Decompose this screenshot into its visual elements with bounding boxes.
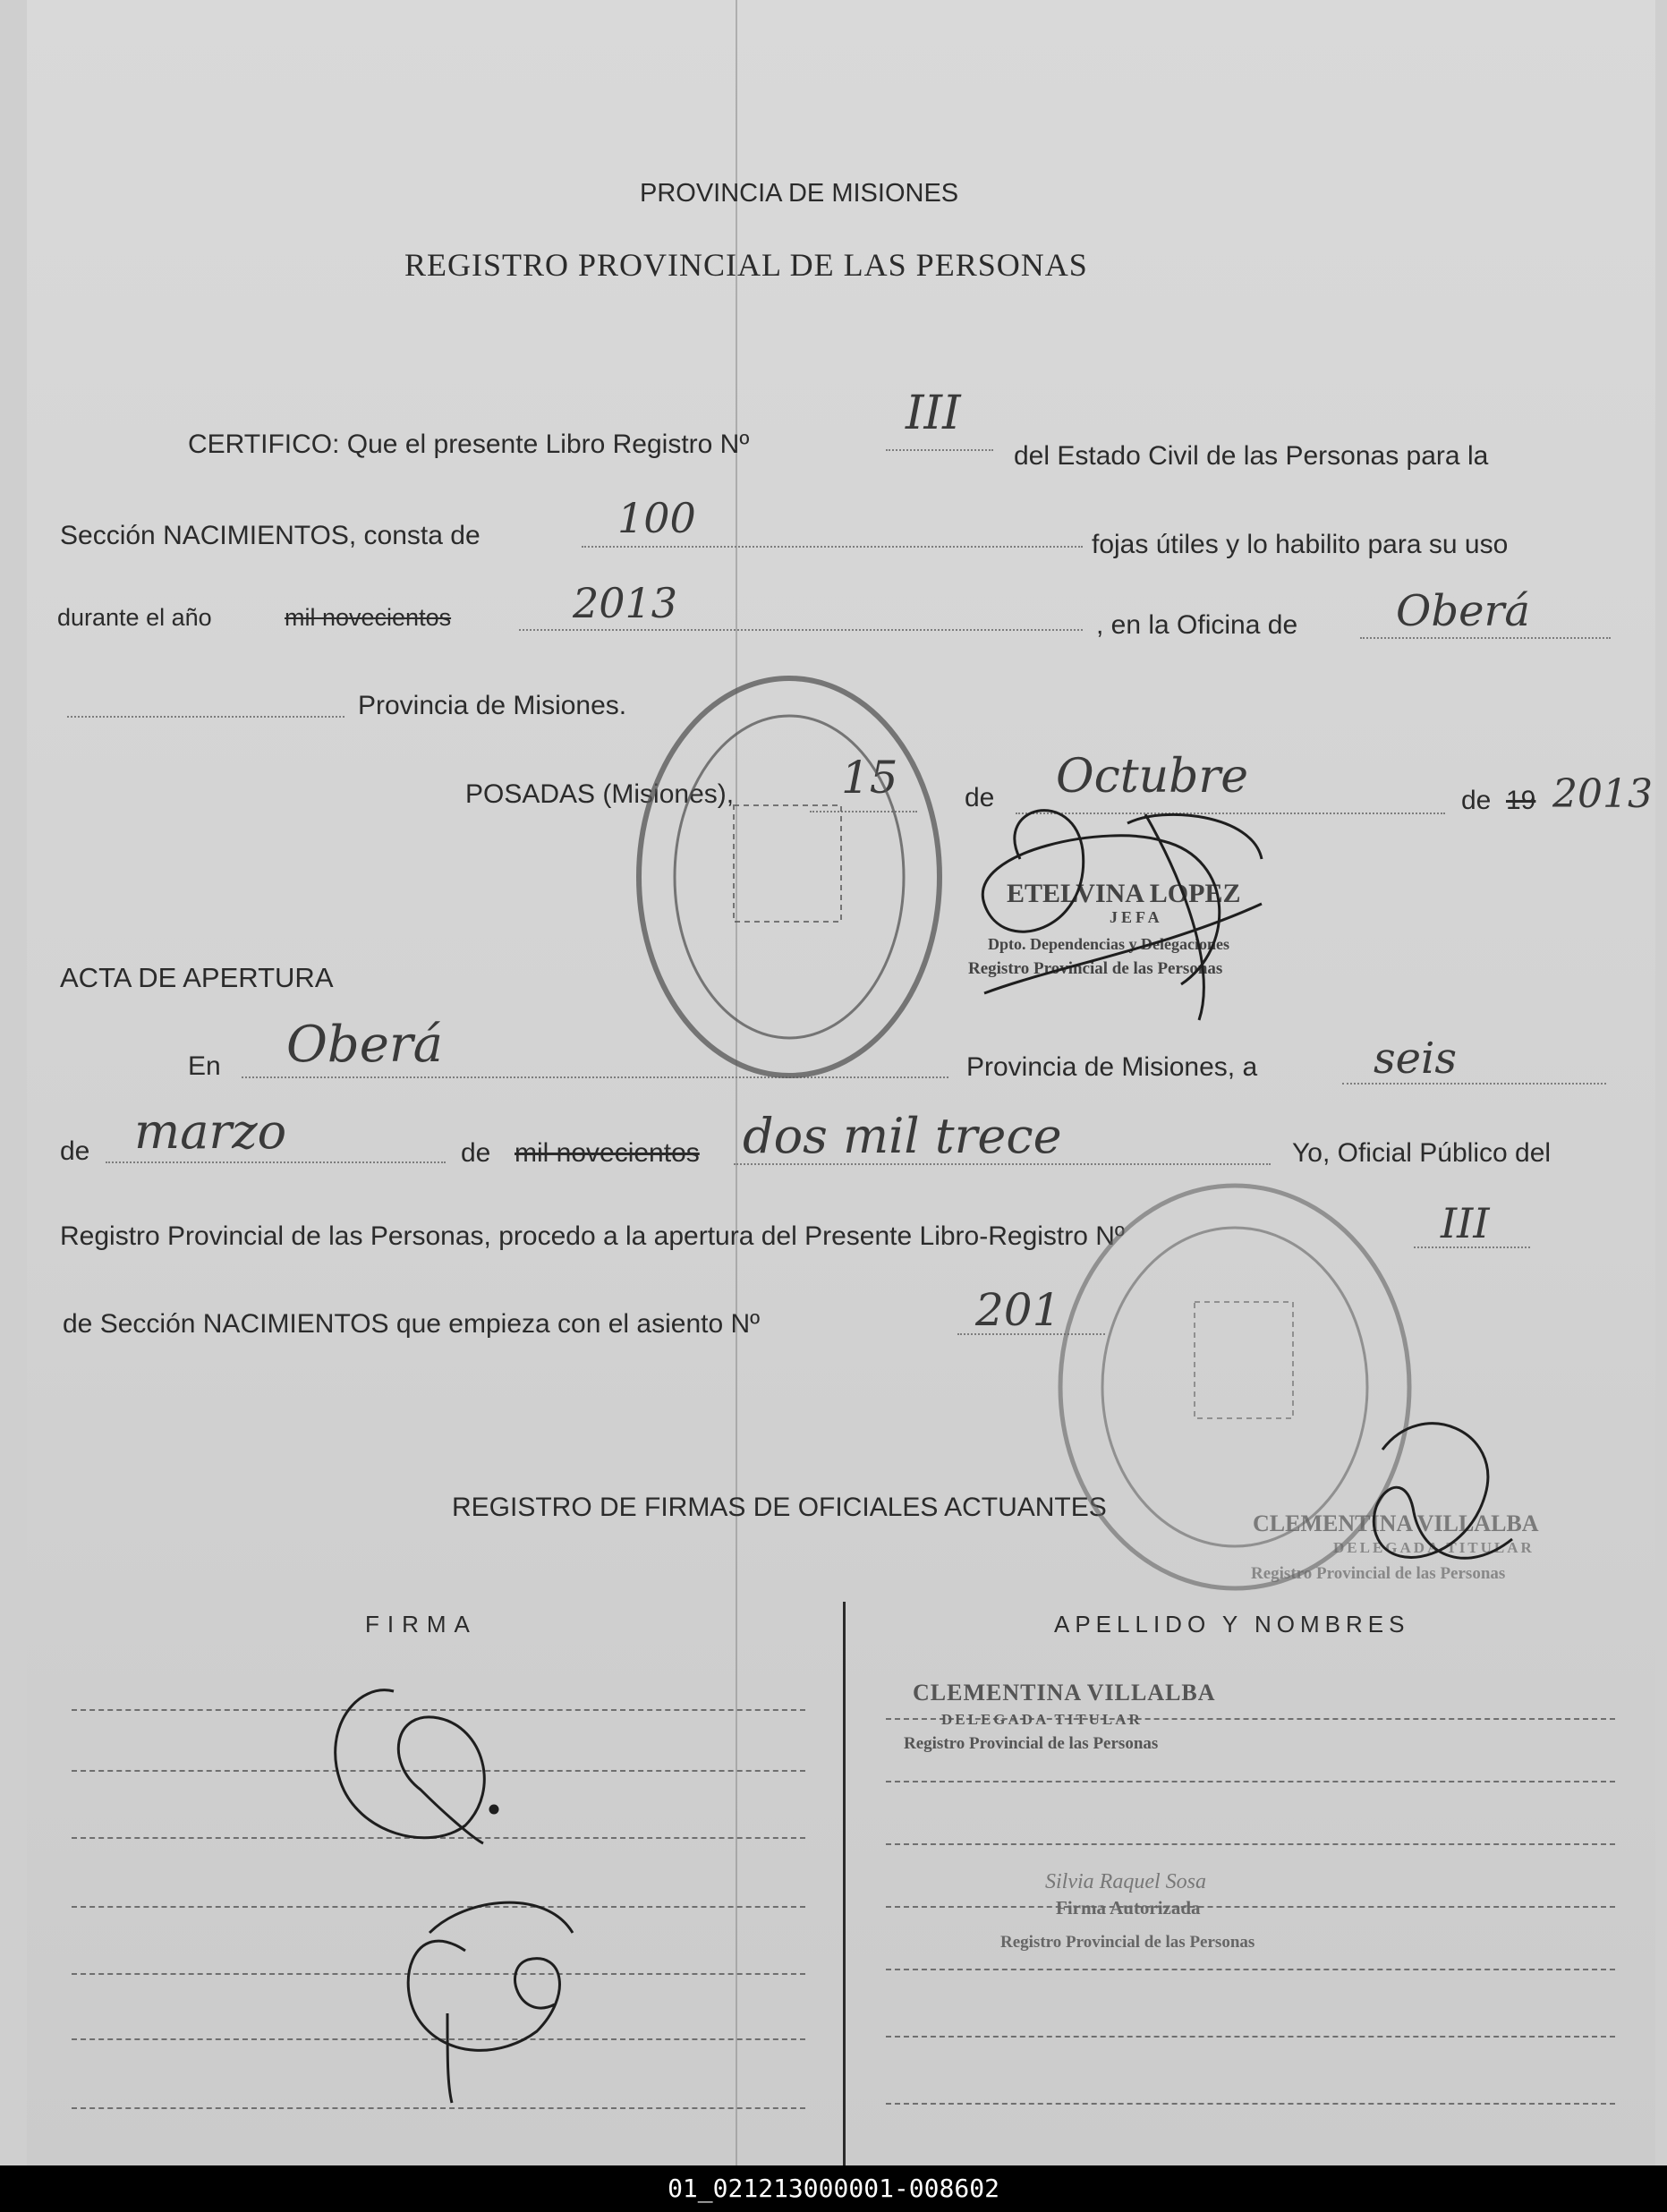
opening-de-2: de (461, 1138, 491, 1168)
cert-line1-b: del Estado Civil de las Personas para la (1014, 441, 1489, 471)
entry2-name: Silvia Raquel Sosa (1045, 1870, 1206, 1893)
opening-line3: Registro Provincial de las Personas, procedo a la apertura del Presente Libro-Registro Nº (60, 1221, 1125, 1251)
cert-line4: Provincia de Misiones. (358, 691, 627, 720)
official-seal-signature (1374, 1424, 1512, 1559)
cert-line3-a: durante el año (57, 604, 212, 631)
chief-signature (982, 811, 1262, 1020)
footer-id-bar: 01_021213000001-008602 (0, 2165, 1667, 2212)
chief-name: ETELVINA LOPEZ (1007, 879, 1241, 908)
cert-line1-a: CERTIFICO: Que el presente Libro Registro Nº (188, 430, 750, 459)
col-names-header: APELLIDO Y NOMBRES (1054, 1611, 1410, 1638)
cert-line2-a: Sección NACIMIENTOS, consta de (60, 521, 481, 550)
hand-entry-number: 201 (975, 1284, 1061, 1336)
hand-month: Octubre (1056, 750, 1249, 804)
signature-1 (336, 1690, 498, 1843)
struck-mil-novecientos-2: mil novecientos (515, 1138, 700, 1168)
opening-de-1: de (60, 1136, 90, 1166)
official-round-seal-top (639, 678, 940, 1076)
seal-name: CLEMENTINA VILLALBA (1253, 1510, 1539, 1536)
col-firma-header: FIRMA (365, 1611, 478, 1638)
entry1-org: Registro Provincial de las Personas (904, 1734, 1159, 1753)
hand-opening-month: marzo (134, 1103, 287, 1160)
hand-office: Oberá (1396, 586, 1531, 636)
hand-opening-day: seis (1374, 1034, 1458, 1084)
hand-year: 2013 (573, 579, 678, 627)
official-round-seal-bottom (1060, 1186, 1409, 1588)
opening-line1-b: Provincia de Misiones, a (966, 1052, 1258, 1082)
opening-line2-c: Yo, Oficial Público del (1292, 1138, 1552, 1168)
hand-day: 15 (841, 752, 898, 804)
opening-line4: de Sección NACIMIENTOS que empieza con el asiento Nº (63, 1309, 761, 1339)
entry1-name: CLEMENTINA VILLALBA (913, 1680, 1216, 1706)
cert-line2-b: fojas útiles y lo habilito para su uso (1092, 530, 1509, 559)
hand-opening-book-no: III (1441, 1199, 1490, 1247)
hand-book-number: III (906, 387, 961, 440)
cert-line3-b: , en la Oficina de (1096, 610, 1298, 640)
opening-title: ACTA DE APERTURA (60, 962, 334, 993)
cert-de-2: de (1461, 786, 1492, 815)
entry2-org: Registro Provincial de las Personas (1000, 1933, 1255, 1952)
hand-opening-year: dos mil trece (743, 1108, 1062, 1164)
seal-role: DELEGADA TITULAR (1333, 1539, 1535, 1556)
opening-en: En (188, 1051, 221, 1081)
signatures-title: REGISTRO DE FIRMAS DE OFICIALES ACTUANTES (452, 1493, 1107, 1522)
hand-pages: 100 (617, 494, 696, 542)
hand-place: Oberá (286, 1016, 444, 1074)
cert-de-1: de (965, 783, 995, 812)
entry1-role: DELEGADA TITULAR (941, 1711, 1143, 1728)
struck-mil-novecientos: mil novecientos (285, 604, 452, 631)
province-heading: PROVINCIA DE MISIONES (640, 179, 959, 208)
entry2-role: Firma Autorizada (1056, 1897, 1201, 1918)
chief-dept: Dpto. Dependencias y Delegaciones (988, 935, 1229, 953)
chief-title: JEFA (1110, 908, 1163, 926)
seal-org: Registro Provincial de las Personas (1251, 1564, 1506, 1583)
registry-heading: REGISTRO PROVINCIAL DE LAS PERSONAS (404, 247, 1088, 283)
struck-19: 19 (1506, 786, 1536, 815)
cert-place-date: POSADAS (Misiones), (465, 779, 735, 809)
signature-2 (408, 1902, 573, 2103)
hand-year-end: 2013 (1552, 771, 1653, 817)
chief-org: Registro Provincial de las Personas (968, 959, 1223, 978)
